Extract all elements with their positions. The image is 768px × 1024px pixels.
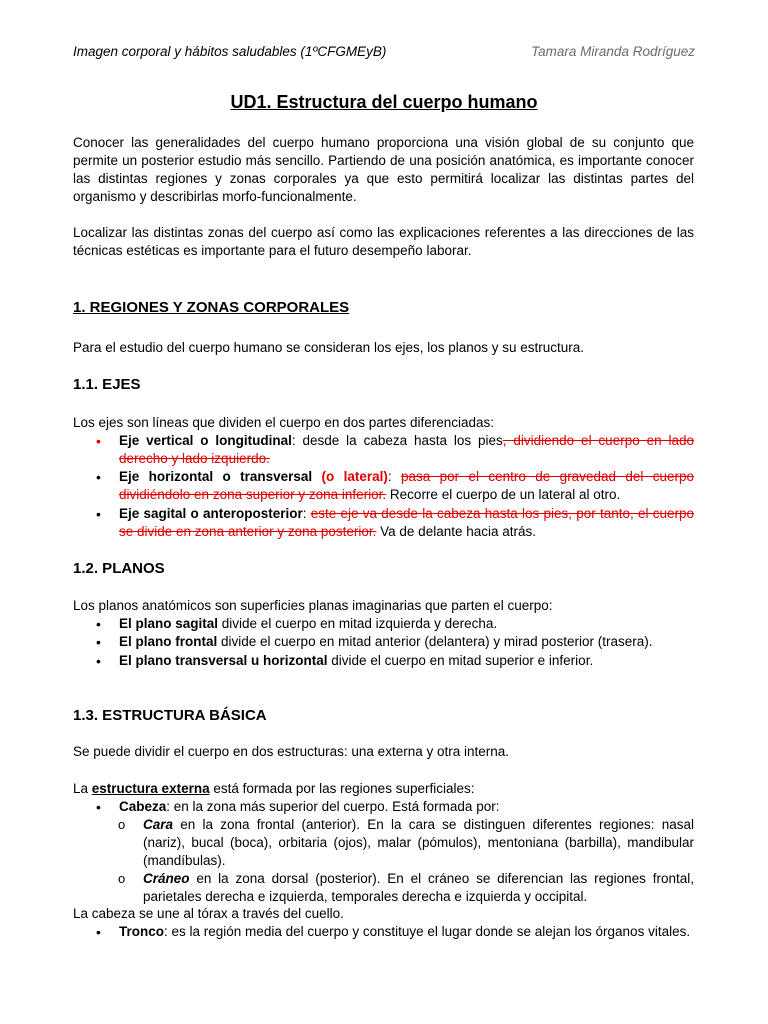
list-item-plano-sagital: El plano sagital divide el cuerpo en mitad izquierda y derecha.: [119, 616, 498, 631]
bullet-marker: •: [96, 924, 101, 940]
bullet-marker: •: [96, 469, 101, 485]
sub-bullet-marker: o: [118, 817, 126, 832]
subheading-estructura: 1.3. ESTRUCTURA BÁSICA: [73, 707, 267, 724]
planos-intro: Los planos anatómicos son superficies planas imaginarias que parten el cuerpo:: [73, 598, 553, 613]
list-item-plano-transversal: El plano transversal u horizontal divide el cuerpo en mitad superior e inferior.: [119, 653, 594, 668]
bullet-marker: •: [96, 799, 101, 815]
list-item-tronco: Tronco: es la región media del cuerpo y constituye el lugar donde se alejan los órganos vitales.: [119, 924, 691, 939]
header-left: Imagen corporal y hábitos saludables (1ºCFGMEyB): [73, 44, 387, 59]
sub-list-item-craneo: Cráneo en la zona dorsal (posterior). En el cráneo se diferencian las regiones frontal, parietales derecha e izquierda, temporales derecha e izquierda y occipital.: [143, 871, 694, 904]
sub-bullet-marker: o: [118, 871, 126, 886]
subheading-planos: 1.2. PLANOS: [73, 560, 165, 577]
bullet-marker: •: [96, 433, 101, 449]
intro-paragraph-2: Localizar las distintas zonas del cuerpo así como las explicaciones referentes a las direcciones de las técnicas estéticas es importante para el futuro desempeño laborar.: [73, 225, 694, 258]
sub-list-item-cara: Cara en la zona frontal (anterior). En la cara se distinguen diferentes regiones: nasal (nariz), bucal (boca), orbitaria (ojos), malar (pómulos), mentoniana (barbilla), mandibular (mandíbulas).: [143, 817, 694, 868]
list-item-cabeza: Cabeza: en la zona más superior del cuerpo. Está formada por:: [119, 799, 500, 814]
bullet-marker: •: [96, 653, 101, 669]
list-item-eje-vertical: Eje vertical o longitudinal: desde la cabeza hasta los pies, dividiendo el cuerpo en lado derecho y lado izquierdo.: [119, 433, 694, 466]
intro-paragraph-1: Conocer las generalidades del cuerpo humano proporciona una visión global de su conjunto que permite un posterior estudio más sencillo. Partiendo de una posición anatómica, es importante conocer las distintas regiones y zonas corporales ya que esto permitirá localizar las distintas partes del organismo y describirlas morfo-funcionalmente.: [73, 135, 694, 204]
ejes-intro: Los ejes son líneas que dividen el cuerpo en dos partes diferenciadas:: [73, 415, 495, 430]
estructura-intro: Se puede dividir el cuerpo en dos estructuras: una externa y otra interna.: [73, 744, 510, 759]
subheading-ejes: 1.1. EJES: [73, 376, 141, 393]
list-item-eje-horizontal: Eje horizontal o transversal (o lateral): pasa por el centro de gravedad del cuerpo dividiéndolo en zona superior y zona inferior. Recorre el cuerpo de un lateral al otro.: [119, 469, 694, 502]
bullet-marker: •: [96, 634, 101, 650]
header-right: Tamara Miranda Rodríguez: [531, 44, 695, 59]
bullet-marker: •: [96, 616, 101, 632]
page-title: UD1. Estructura del cuerpo humano: [230, 92, 538, 112]
cuello-paragraph: La cabeza se une al tórax a través del cuello.: [73, 906, 344, 921]
estructura-externa-intro: La estructura externa está formada por las regiones superficiales:: [73, 781, 475, 796]
list-item-eje-sagital: Eje sagital o anteroposterior: este eje va desde la cabeza hasta los pies, por tanto, el cuerpo se divide en zona anterior y zona posterior. Va de delante hacia atrás.: [119, 506, 694, 539]
section-heading-regiones: 1. REGIONES Y ZONAS CORPORALES: [73, 299, 350, 316]
section-paragraph: Para el estudio del cuerpo humano se consideran los ejes, los planos y su estructura.: [73, 340, 585, 355]
bullet-marker: •: [96, 506, 101, 522]
list-item-plano-frontal: El plano frontal divide el cuerpo en mitad anterior (delantera) y mirad posterior (trasera).: [119, 634, 653, 649]
